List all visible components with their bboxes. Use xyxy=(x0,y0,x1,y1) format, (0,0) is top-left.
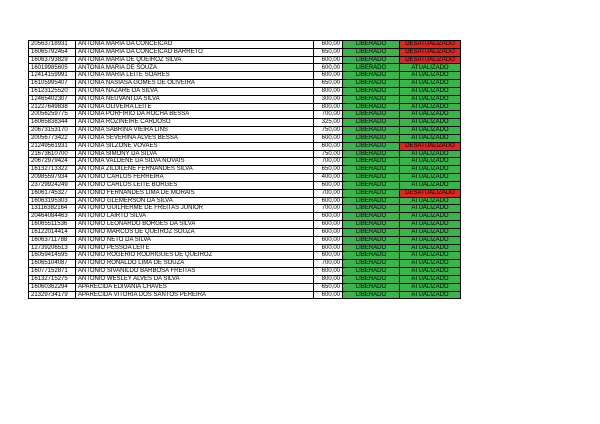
id-cell[interactable]: 20563718931 xyxy=(29,41,76,49)
table-row xyxy=(29,111,461,119)
id-cell[interactable]: 12465402307 xyxy=(29,95,76,103)
update-status-cell[interactable]: ATUALIZADO xyxy=(400,236,461,244)
table-row xyxy=(29,87,461,95)
status-cell[interactable]: LIBERADO xyxy=(343,213,400,221)
table-row xyxy=(29,291,461,299)
update-status-cell[interactable]: ATUALIZADO xyxy=(400,221,461,229)
name-cell[interactable]: ANTONIA VALDENE DA SILVA NOVAIS xyxy=(76,158,314,166)
name-cell[interactable]: ANTONIA PORFIRIO DA ROCHA BESSA xyxy=(76,111,314,119)
table-row xyxy=(29,72,461,80)
id-cell[interactable]: 16065838344 xyxy=(29,119,76,127)
id-cell[interactable]: 16132713322 xyxy=(29,166,76,174)
value-cell[interactable]: 600,00 xyxy=(314,291,343,299)
status-cell[interactable]: LIBERADO xyxy=(343,150,400,158)
name-cell[interactable]: ANTONIA SABRINA VIEIRA LINS xyxy=(76,127,314,135)
status-cell[interactable]: LIBERADO xyxy=(343,80,400,88)
update-status-cell[interactable]: ATUALIZADO xyxy=(400,150,461,158)
update-status-cell[interactable]: ATUALIZADO xyxy=(400,252,461,260)
table-row xyxy=(29,275,461,283)
name-cell[interactable]: ANTONIA SILZONE VOVAES xyxy=(76,142,314,150)
value-cell[interactable]: 600,00 xyxy=(314,181,343,189)
id-cell[interactable]: 23729924249 xyxy=(29,181,76,189)
update-status-cell[interactable]: DESATUALIZADO xyxy=(400,56,461,64)
table-row xyxy=(29,158,461,166)
update-status-cell[interactable]: ATUALIZADO xyxy=(400,260,461,268)
table-row xyxy=(29,221,461,229)
update-status-cell[interactable]: ATUALIZADO xyxy=(400,174,461,182)
name-cell[interactable]: ANTONIA MARIA DA CONCEICAO BARRETO xyxy=(76,48,314,56)
name-cell[interactable]: ANTONIA MARIA LEITE SOARES xyxy=(76,72,314,80)
update-status-cell[interactable]: ATUALIZADO xyxy=(400,283,461,291)
value-cell[interactable]: 600,00 xyxy=(314,244,343,252)
name-cell[interactable]: ANTONIO WESLEY ALVES DA SILVA xyxy=(76,275,314,283)
status-cell[interactable]: LIBERADO xyxy=(343,181,400,189)
id-cell[interactable]: 16019985605 xyxy=(29,64,76,72)
update-status-cell[interactable]: ATUALIZADO xyxy=(400,95,461,103)
id-cell[interactable]: 16063195303 xyxy=(29,197,76,205)
status-cell[interactable]: LIBERADO xyxy=(343,260,400,268)
id-cell[interactable]: 20673153170 xyxy=(29,127,76,135)
name-cell[interactable]: ANTONIO FERNANDES LIMA DE MORAIS xyxy=(76,189,314,197)
id-cell[interactable]: 13116382164 xyxy=(29,205,76,213)
id-cell[interactable]: 20672979424 xyxy=(29,158,76,166)
id-cell[interactable]: 20464084463 xyxy=(29,213,76,221)
id-cell[interactable]: 20985597934 xyxy=(29,174,76,182)
status-cell[interactable]: LIBERADO xyxy=(343,103,400,111)
value-cell[interactable]: 750,00 xyxy=(314,150,343,158)
update-status-cell[interactable]: ATUALIZADO xyxy=(400,80,461,88)
name-cell[interactable]: ANTONIO RONALDO LIMA DE SOUZA xyxy=(76,260,314,268)
value-cell[interactable]: 600,00 xyxy=(314,221,343,229)
id-cell[interactable]: 16060362294 xyxy=(29,283,76,291)
status-cell[interactable]: LIBERADO xyxy=(343,111,400,119)
name-cell[interactable]: ANTONIA OLIVEIRA LEITE xyxy=(76,103,314,111)
update-status-cell[interactable]: ATUALIZADO xyxy=(400,205,461,213)
status-cell[interactable]: LIBERADO xyxy=(343,268,400,276)
table-row xyxy=(29,268,461,276)
name-cell[interactable]: ANTONIO LEONARDO BORGES DA SILVA xyxy=(76,221,314,229)
id-cell[interactable]: 12739206513 xyxy=(29,244,76,252)
id-cell[interactable]: 21249561931 xyxy=(29,142,76,150)
value-cell[interactable]: 600,00 xyxy=(314,56,343,64)
value-cell[interactable]: 800,00 xyxy=(314,275,343,283)
table-row xyxy=(29,134,461,142)
id-cell[interactable]: 16063711788 xyxy=(29,236,76,244)
update-status-cell[interactable]: DESATUALIZADO xyxy=(400,189,461,197)
value-cell[interactable]: 600,00 xyxy=(314,268,343,276)
status-cell[interactable]: LIBERADO xyxy=(343,189,400,197)
update-status-cell[interactable]: ATUALIZADO xyxy=(400,268,461,276)
name-cell[interactable]: ANTONIO LAIRTO SILVA xyxy=(76,213,314,221)
update-status-cell[interactable]: ATUALIZADO xyxy=(400,228,461,236)
update-status-cell[interactable]: ATUALIZADO xyxy=(400,244,461,252)
value-cell[interactable]: 700,00 xyxy=(314,111,343,119)
id-cell[interactable]: 16065511536 xyxy=(29,221,76,229)
name-cell[interactable]: ANTONIO GUILHERME DE FREITAS JUNIOR xyxy=(76,205,314,213)
status-cell[interactable]: LIBERADO xyxy=(343,56,400,64)
name-cell[interactable]: ANTONIO CARLOS LEITE BORGES xyxy=(76,181,314,189)
name-cell[interactable]: ANTONIA MARIA DA CONCEICAO xyxy=(76,41,314,49)
status-cell[interactable]: LIBERADO xyxy=(343,87,400,95)
update-status-cell[interactable]: ATUALIZADO xyxy=(400,103,461,111)
status-cell[interactable]: LIBERADO xyxy=(343,221,400,229)
name-cell[interactable]: ANTONIA MARIA DE SOUZA xyxy=(76,64,314,72)
update-status-cell[interactable]: ATUALIZADO xyxy=(400,64,461,72)
id-cell[interactable]: 16065792454 xyxy=(29,48,76,56)
name-cell[interactable]: ANTONIO SIVANILDO BARBOSA FREITAS xyxy=(76,268,314,276)
id-cell[interactable]: 16122014414 xyxy=(29,228,76,236)
table-row xyxy=(29,166,461,174)
table-row xyxy=(29,260,461,268)
value-cell[interactable]: 600,00 xyxy=(314,252,343,260)
status-cell[interactable]: LIBERADO xyxy=(343,252,400,260)
table-row xyxy=(29,64,461,72)
table-body xyxy=(29,41,461,299)
table-row xyxy=(29,95,461,103)
status-cell[interactable]: LIBERADO xyxy=(343,283,400,291)
status-cell[interactable]: LIBERADO xyxy=(343,142,400,150)
value-cell[interactable]: 600,00 xyxy=(314,41,343,49)
name-cell[interactable]: ANTONIA ROZINEIRE CARDOSO xyxy=(76,119,314,127)
table-row xyxy=(29,236,461,244)
table-row xyxy=(29,150,461,158)
status-cell[interactable]: LIBERADO xyxy=(343,64,400,72)
name-cell[interactable]: ANTONIA NASIASA GOMES DE OLIVEIRA xyxy=(76,80,314,88)
name-cell[interactable]: ANTONIO NETO DA SILVA xyxy=(76,236,314,244)
table-row xyxy=(29,228,461,236)
id-cell[interactable]: 16077152871 xyxy=(29,268,76,276)
id-cell[interactable]: 21227649838 xyxy=(29,103,76,111)
status-cell[interactable]: LIBERADO xyxy=(343,275,400,283)
update-status-cell[interactable]: ATUALIZADO xyxy=(400,213,461,221)
table-row xyxy=(29,252,461,260)
value-cell[interactable]: 600,00 xyxy=(314,134,343,142)
update-status-cell[interactable]: ATUALIZADO xyxy=(400,166,461,174)
value-cell[interactable]: 600,00 xyxy=(314,72,343,80)
update-status-cell[interactable]: ATUALIZADO xyxy=(400,197,461,205)
value-cell[interactable]: 700,00 xyxy=(314,205,343,213)
status-cell[interactable]: LIBERADO xyxy=(343,95,400,103)
id-cell[interactable]: 16132715275 xyxy=(29,275,76,283)
beneficiary-table xyxy=(28,40,461,299)
id-cell[interactable]: 20056259775 xyxy=(29,111,76,119)
name-cell[interactable]: APARECIDA VITORIA DOS SANTOS PEREIRA xyxy=(76,291,314,299)
value-cell[interactable]: 700,00 xyxy=(314,260,343,268)
id-cell[interactable]: 21673610700 xyxy=(29,150,76,158)
update-status-cell[interactable]: DESATUALIZADO xyxy=(400,48,461,56)
spreadsheet xyxy=(28,40,461,299)
value-cell[interactable]: 700,00 xyxy=(314,158,343,166)
table-row xyxy=(29,213,461,221)
status-cell[interactable]: LIBERADO xyxy=(343,236,400,244)
status-cell[interactable]: LIBERADO xyxy=(343,166,400,174)
status-cell[interactable]: LIBERADO xyxy=(343,228,400,236)
name-cell[interactable]: APARECIDA EDIVANIA CHAVES xyxy=(76,283,314,291)
table-row xyxy=(29,197,461,205)
value-cell[interactable]: 600,00 xyxy=(314,197,343,205)
status-cell[interactable]: LIBERADO xyxy=(343,134,400,142)
value-cell[interactable]: 700,00 xyxy=(314,189,343,197)
status-cell[interactable]: LIBERADO xyxy=(343,244,400,252)
id-cell[interactable]: 16059414595 xyxy=(29,252,76,260)
table-row xyxy=(29,181,461,189)
update-status-cell[interactable]: ATUALIZADO xyxy=(400,111,461,119)
status-cell[interactable]: LIBERADO xyxy=(343,174,400,182)
table-row xyxy=(29,41,461,49)
table-row xyxy=(29,142,461,150)
status-cell[interactable]: LIBERADO xyxy=(343,48,400,56)
table-row xyxy=(29,48,461,56)
value-cell[interactable]: 600,00 xyxy=(314,228,343,236)
name-cell[interactable]: ANTONIO GLEMERSON DA SILVA xyxy=(76,197,314,205)
id-cell[interactable]: 20056773422 xyxy=(29,134,76,142)
value-cell[interactable]: 600,00 xyxy=(314,236,343,244)
value-cell[interactable]: 600,00 xyxy=(314,64,343,72)
status-cell[interactable]: LIBERADO xyxy=(343,197,400,205)
update-status-cell[interactable]: ATUALIZADO xyxy=(400,72,461,80)
value-cell[interactable]: 650,00 xyxy=(314,283,343,291)
value-cell[interactable]: 300,00 xyxy=(314,95,343,103)
update-status-cell[interactable]: DESATUALIZADO xyxy=(400,41,461,49)
value-cell[interactable]: 800,00 xyxy=(314,103,343,111)
status-cell[interactable]: LIBERADO xyxy=(343,127,400,135)
table-row xyxy=(29,189,461,197)
update-status-cell[interactable]: ATUALIZADO xyxy=(400,181,461,189)
id-cell[interactable]: 16065104087 xyxy=(29,260,76,268)
name-cell[interactable]: ANTONIA ZILDILENE FERNANDES SILVA xyxy=(76,166,314,174)
id-cell[interactable]: 16063793829 xyxy=(29,56,76,64)
name-cell[interactable]: ANTONIO PESSOA LEITE xyxy=(76,244,314,252)
status-cell[interactable]: LIBERADO xyxy=(343,119,400,127)
value-cell[interactable]: 750,00 xyxy=(314,127,343,135)
name-cell[interactable]: ANTONIA SIMONY DA SILVA xyxy=(76,150,314,158)
status-cell[interactable]: LIBERADO xyxy=(343,205,400,213)
id-cell[interactable]: 16123125520 xyxy=(29,87,76,95)
name-cell[interactable]: ANTONIO MARCOS DE QUEIROZ SOUZA xyxy=(76,228,314,236)
name-cell[interactable]: ANTONIO ROGERIO RODRIGUES DE QUEIROZ xyxy=(76,252,314,260)
table-row xyxy=(29,103,461,111)
table-row xyxy=(29,80,461,88)
value-cell[interactable]: 650,00 xyxy=(314,166,343,174)
id-cell[interactable]: 21329734179 xyxy=(29,291,76,299)
value-cell[interactable]: 650,00 xyxy=(314,80,343,88)
status-cell[interactable]: LIBERADO xyxy=(343,72,400,80)
name-cell[interactable]: ANTONIA SEVERINA ALVES BESSA xyxy=(76,134,314,142)
id-cell[interactable]: 16061745327 xyxy=(29,189,76,197)
value-cell[interactable]: 325,00 xyxy=(314,119,343,127)
status-cell[interactable]: LIBERADO xyxy=(343,158,400,166)
update-status-cell[interactable]: ATUALIZADO xyxy=(400,275,461,283)
name-cell[interactable]: ANTONIA NEUVANI DA SILVA xyxy=(76,95,314,103)
update-status-cell[interactable]: ATUALIZADO xyxy=(400,134,461,142)
table-row xyxy=(29,205,461,213)
update-status-cell[interactable]: ATUALIZADO xyxy=(400,291,461,299)
id-cell[interactable]: 12414159991 xyxy=(29,72,76,80)
status-cell[interactable]: LIBERADO xyxy=(343,41,400,49)
table-row xyxy=(29,127,461,135)
name-cell[interactable]: ANTONIA NAZARE DA SILVA xyxy=(76,87,314,95)
value-cell[interactable]: 600,00 xyxy=(314,142,343,150)
name-cell[interactable]: ANTONIA MARIA DE QUEIROZ SILVA xyxy=(76,56,314,64)
table-row xyxy=(29,119,461,127)
value-cell[interactable]: 800,00 xyxy=(314,87,343,95)
value-cell[interactable]: 650,00 xyxy=(314,48,343,56)
name-cell[interactable]: ANTONIO CARLOS FERREIRA xyxy=(76,174,314,182)
update-status-cell[interactable]: ATUALIZADO xyxy=(400,158,461,166)
status-cell[interactable]: LIBERADO xyxy=(343,291,400,299)
update-status-cell[interactable]: ATUALIZADO xyxy=(400,87,461,95)
update-status-cell[interactable]: DESATUALIZADO xyxy=(400,142,461,150)
update-status-cell[interactable]: ATUALIZADO xyxy=(400,119,461,127)
table-row xyxy=(29,56,461,64)
value-cell[interactable]: 600,00 xyxy=(314,213,343,221)
table-row xyxy=(29,174,461,182)
id-cell[interactable]: 16105995407 xyxy=(29,80,76,88)
update-status-cell[interactable]: ATUALIZADO xyxy=(400,127,461,135)
table-row xyxy=(29,244,461,252)
value-cell[interactable]: 400,00 xyxy=(314,174,343,182)
table-row xyxy=(29,283,461,291)
